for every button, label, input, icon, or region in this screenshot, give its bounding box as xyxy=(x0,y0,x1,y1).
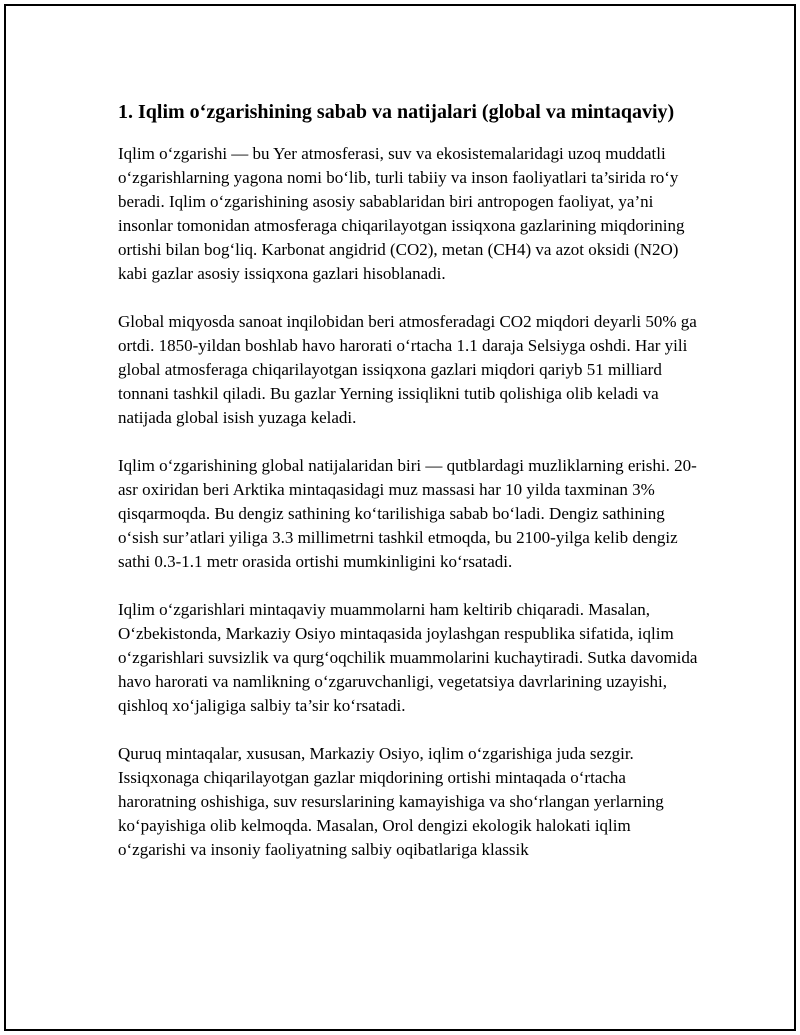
paragraph-causes: Iqlim o‘zgarishi — bu Yer atmosferasi, suv va ekosistemalaridagi uzoq muddatli o‘zgarishlarning yagona nomi bo‘lib, turli tabiiy va inson faoliyatlari ta’sirida ro‘y beradi. Iqlim o‘zgarishining asosiy sabablaridan biri antropogen faoliyat, ya’ni insonlar tomonidan atmosferaga chiqarilayotgan issiqxona gazlarining miqdorining ortishi bilan bog‘liq. Karbonat angidrid (CO2), metan (CH4) va azot oksidi (N2O) kabi gazlar asosiy issiqxona gazlari hisoblanadi. xyxy=(118,144,685,283)
document-body xyxy=(118,98,698,886)
paragraph-central-asia: Quruq mintaqalar, xususan, Markaziy Osiyo, iqlim o‘zgarishiga juda sezgir. Issiqxonaga chiqarilayotgan gazlar miqdorining ortishi mintaqada o‘rtacha haroratning oshishiga, suv resurslarining kamayishiga va sho‘rlangan yerlarning ko‘payishiga olib kelmoqda. Masalan, Orol dengizi ekologik halokati iqlim o‘zgarishi va insoniy faoliyatning salbiy oqibatlariga klassik xyxy=(118,744,664,859)
paragraph-regional: Iqlim o‘zgarishlari mintaqaviy muammolarni ham keltirib chiqaradi. Masalan, O‘zbekistonda, Markaziy Osiyo mintaqasida joylashgan respublika sifatida, iqlim o‘zgarishlari suvsizlik va qurg‘oqchilik muammolarini kuchaytiradi. Sutka davomida havo harorati va namlikning o‘zgaruvchanligi, vegetatsiya davrlarining uzayishi, qishloq xo‘jaligiga salbiy ta’sir ko‘rsatadi. xyxy=(118,600,698,715)
page-frame xyxy=(4,4,796,1031)
section-heading: 1. Iqlim o‘zgarishining sabab va natijalari (global va mintaqaviy) xyxy=(118,101,675,123)
paragraph-global-scale: Global miqyosda sanoat inqilobidan beri atmosferadagi CO2 miqdori deyarli 50% ga ortdi. 1850-yildan boshlab havo harorati o‘rtacha 1.1 daraja Selsiyga oshdi. Har yili global atmosferaga chiqarilayotgan issiqxona gazlari miqdori qariyb 51 milliard tonnani tashkil qiladi. Bu gazlar Yerning issiqlikni tutib qolishiga olib keladi va natijada global isish yuzaga keladi. xyxy=(118,312,697,427)
paragraph-glaciers: Iqlim o‘zgarishining global natijalaridan biri — qutblardagi muzliklarning erishi. 20-asr oxiridan beri Arktika mintaqasidagi muz massasi har 10 yilda taxminan 3% qisqarmoqda. Bu dengiz sathining ko‘tarilishiga sabab bo‘ladi. Dengiz sathining o‘sish sur’atlari yiliga 3.3 millimetrni tashkil etmoqda, bu 2100-yilga kelib dengiz sathi 0.3-1.1 metr orasida ortishi mumkinligini ko‘rsatadi. xyxy=(118,456,697,571)
